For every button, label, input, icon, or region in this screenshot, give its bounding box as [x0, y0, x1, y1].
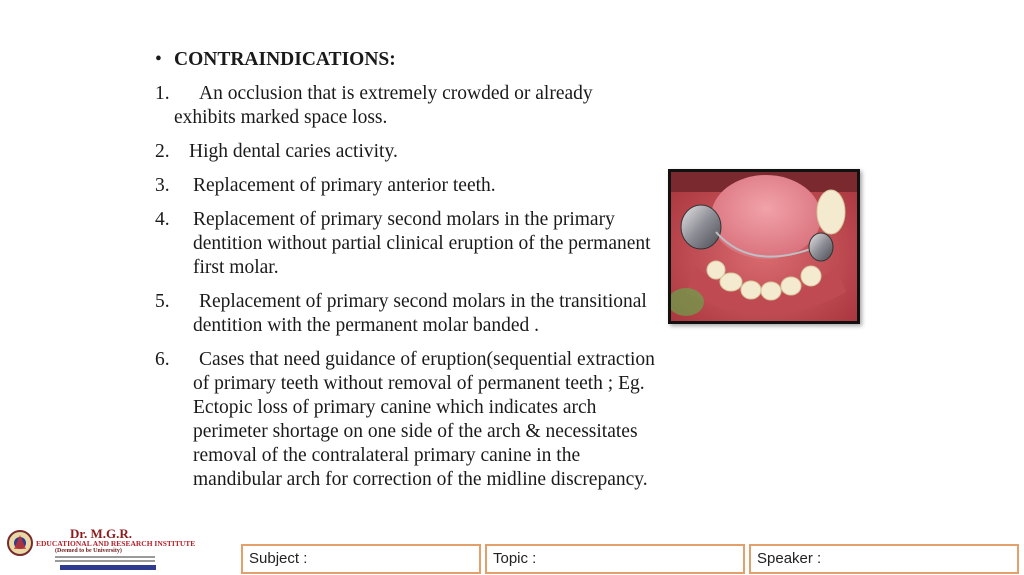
item-text: Cases that need guidance of eruption(sequential extraction of primary teeth without removal of permanent teeth ; Eg. Ectopic loss of primary canine which indicates arch perimeter shortage on one side of the arch & necessitates removal of the contralateral primary canine in the mandibular arch for correction of the midline discrepancy. — [193, 349, 655, 490]
heading-row — [155, 48, 665, 72]
bullet-icon: • — [155, 49, 162, 70]
item-number: 3. — [155, 175, 170, 196]
item-text: An occlusion that is extremely crowded or already — [199, 83, 593, 104]
slide-heading: CONTRAINDICATIONS: — [174, 49, 396, 70]
item-text-continuation: exhibits marked space loss. — [174, 107, 388, 128]
subject-field: Subject : — [241, 544, 481, 574]
item-number: 1. — [155, 83, 170, 104]
institute-logo — [0, 524, 240, 574]
list-item-2 — [155, 140, 665, 164]
item-text: High dental caries activity. — [189, 141, 398, 162]
item-text: Replacement of primary anterior teeth. — [193, 175, 496, 196]
emblem-icon — [6, 529, 34, 557]
footer-bar — [241, 544, 1019, 574]
logo-tagline: (Deemed to be University) — [55, 548, 122, 554]
mouth-photo-illustration — [671, 172, 857, 321]
logo-divider — [55, 556, 155, 558]
slide-content — [155, 48, 665, 502]
list-item-1 — [155, 82, 665, 130]
topic-field: Topic : — [485, 544, 745, 574]
item-number: 6. — [155, 349, 170, 370]
item-number: 4. — [155, 209, 170, 230]
logo-title: Dr. M.G.R. — [70, 526, 132, 541]
list-item-5 — [155, 290, 665, 338]
item-number: 2. — [155, 141, 170, 162]
item-text: Replacement of primary second molars in the transitional dentition with the permanent molar banded . — [193, 291, 647, 336]
list-item-3 — [155, 174, 665, 198]
item-number: 5. — [155, 291, 170, 312]
logo-band — [60, 565, 156, 570]
logo-divider — [55, 560, 155, 562]
speaker-field: Speaker : — [749, 544, 1019, 574]
list-item-4 — [155, 208, 665, 280]
clinical-photo — [668, 169, 860, 324]
logo-subtitle: EDUCATIONAL AND RESEARCH INSTITUTE — [36, 539, 196, 548]
item-text: Replacement of primary second molars in the primary dentition without partial clinical eruption of the permanent first molar. — [193, 209, 651, 278]
list-item-6 — [155, 348, 665, 492]
